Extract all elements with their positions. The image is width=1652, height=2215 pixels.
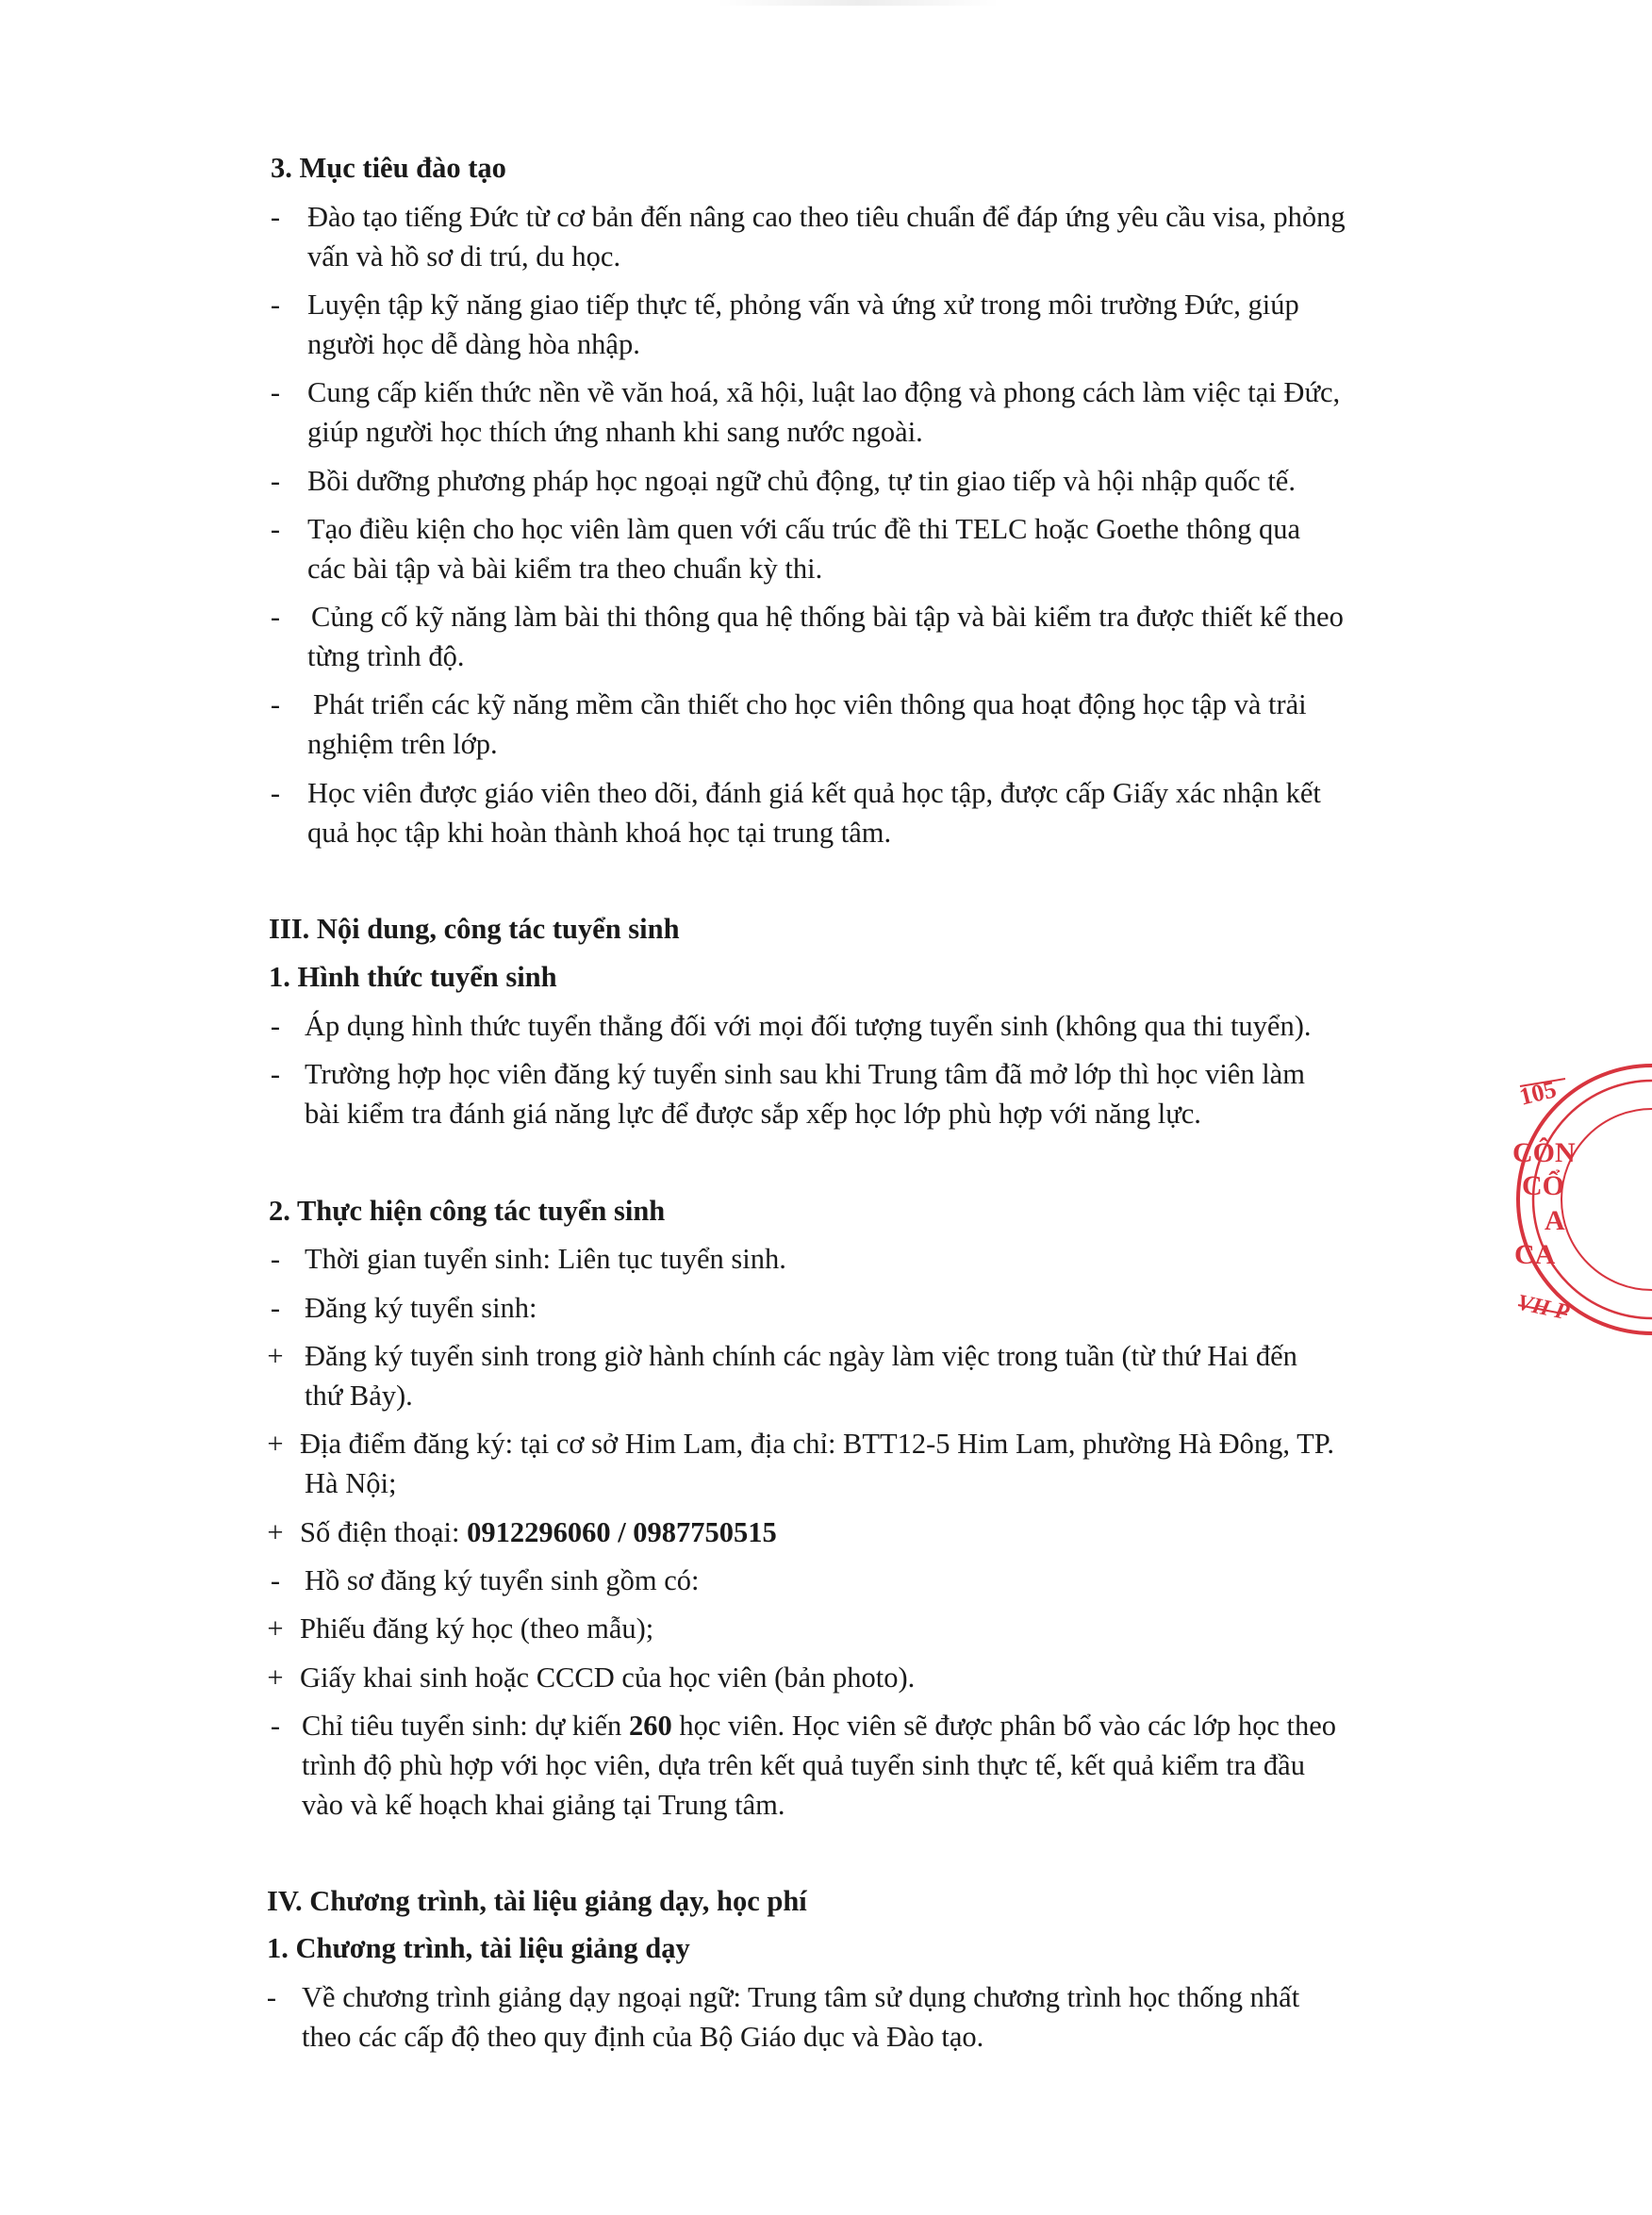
- phone-numbers: 0912296060 / 0987750515: [467, 1516, 777, 1548]
- paragraph-line: Thời gian tuyển sinh: Liên tục tuyển sinh.: [305, 1243, 786, 1275]
- paragraph-line: Giấy khai sinh hoặc CCCD của học viên (bản photo).: [300, 1661, 916, 1694]
- quota-label: Chỉ tiêu tuyển sinh: dự kiến: [302, 1710, 629, 1742]
- section-title: IV. Chương trình, tài liệu giảng dạy, học phí: [267, 1885, 807, 1917]
- bullet-dash: -: [270, 1010, 281, 1042]
- phone-label: Số điện thoại:: [300, 1516, 468, 1548]
- bullet-dash: -: [270, 1058, 281, 1090]
- paragraph-line: từng trình độ.: [307, 640, 465, 672]
- phone-line: [300, 1513, 777, 1551]
- paragraph-line: nghiệm trên lớp.: [307, 728, 498, 760]
- paragraph-line: Đăng ký tuyển sinh trong giờ hành chính các ngày làm việc trong tuần (từ thứ Hai đến: [305, 1340, 1297, 1372]
- paragraph-line: Hồ sơ đăng ký tuyển sinh gồm có:: [305, 1564, 700, 1596]
- bullet-plus: +: [267, 1516, 284, 1548]
- bullet-dash: -: [270, 465, 281, 497]
- paragraph-line: Phát triển các kỹ năng mềm cần thiết cho học viên thông qua hoạt động học tập và trải: [313, 688, 1307, 720]
- bullet-plus: +: [267, 1661, 284, 1694]
- quota-number: 260: [628, 1710, 672, 1742]
- paragraph-line: người học dễ dàng hòa nhập.: [307, 328, 640, 360]
- stamp-text: CA: [1514, 1239, 1556, 1270]
- bullet-dash: -: [270, 1292, 281, 1324]
- paragraph-line: Bồi dưỡng phương pháp học ngoại ngữ chủ động, tự tin giao tiếp và hội nhập quốc tế.: [307, 465, 1296, 497]
- subsection-title: 1. Chương trình, tài liệu giảng dạy: [267, 1932, 690, 1964]
- paragraph-line: thứ Bảy).: [305, 1380, 413, 1412]
- paragraph-line: vấn và hồ sơ di trú, du học.: [307, 240, 621, 273]
- scan-artifact: [717, 0, 999, 6]
- paragraph-line: Đăng ký tuyển sinh:: [305, 1292, 537, 1324]
- paragraph-line: Áp dụng hình thức tuyển thẳng đối với mọi đối tượng tuyển sinh (không qua thi tuyển).: [305, 1010, 1312, 1042]
- bullet-dash: -: [270, 201, 281, 233]
- bullet-dash: -: [266, 1981, 277, 2013]
- bullet-plus: +: [267, 1428, 284, 1460]
- paragraph-line: các bài tập và bài kiểm tra theo chuẩn kỳ thi.: [307, 553, 823, 585]
- paragraph-line: Địa điểm đăng ký: tại cơ sở Him Lam, địa chỉ: BTT12-5 Him Lam, phường Hà Đông, TP.: [300, 1428, 1334, 1460]
- paragraph-line: Phiếu đăng ký học (theo mẫu);: [300, 1612, 654, 1645]
- paragraph-line: giúp người học thích ứng nhanh khi sang nước ngoài.: [307, 416, 923, 448]
- paragraph-line: bài kiểm tra đánh giá năng lực để được sắp xếp học lớp phù hợp với năng lực.: [305, 1098, 1201, 1130]
- stamp-text: CỔ: [1522, 1170, 1564, 1201]
- quota-line: [302, 1707, 1336, 1744]
- stamp-text: 105: [1516, 1075, 1560, 1111]
- bullet-plus: +: [267, 1612, 284, 1645]
- bullet-dash: -: [270, 1564, 281, 1596]
- subsection-title: 2. Thực hiện công tác tuyển sinh: [269, 1195, 666, 1227]
- stamp-text: VH P: [1514, 1290, 1572, 1326]
- paragraph-line: vào và kế hoạch khai giảng tại Trung tâm.: [302, 1789, 785, 1821]
- stamp-text: A: [1545, 1205, 1565, 1236]
- paragraph-line: Củng cố kỹ năng làm bài thi thông qua hệ thống bài tập và bài kiểm tra được thiết kế theo: [311, 601, 1344, 633]
- stamp-text: CÔN: [1512, 1137, 1576, 1168]
- section-title: 3. Mục tiêu đào tạo: [271, 152, 506, 184]
- paragraph-line: trình độ phù hợp với học viên, dựa trên kết quả tuyển sinh thực tế, kết quả kiểm tra đầu: [302, 1749, 1305, 1781]
- paragraph-line: Tạo điều kiện cho học viên làm quen với cấu trúc đề thi TELC hoặc Goethe thông qua: [307, 513, 1301, 545]
- paragraph-line: Học viên được giáo viên theo dõi, đánh giá kết quả học tập, được cấp Giấy xác nhận kết: [307, 777, 1321, 809]
- paragraph-line: theo các cấp độ theo quy định của Bộ Giáo dục và Đào tạo.: [302, 2021, 984, 2053]
- paragraph-line: quả học tập khi hoàn thành khoá học tại trung tâm.: [307, 817, 892, 849]
- bullet-dash: -: [270, 1243, 281, 1275]
- paragraph-line: Về chương trình giảng dạy ngoại ngữ: Trung tâm sử dụng chương trình học thống nhất: [302, 1981, 1300, 2013]
- bullet-plus: +: [267, 1340, 284, 1372]
- subsection-title: 1. Hình thức tuyển sinh: [269, 961, 557, 993]
- bullet-dash: -: [270, 777, 281, 809]
- bullet-dash: -: [270, 513, 281, 545]
- bullet-dash: -: [270, 376, 281, 408]
- paragraph-line: Hà Nội;: [305, 1467, 397, 1499]
- bullet-dash: -: [270, 289, 281, 321]
- paragraph-line: Trường hợp học viên đăng ký tuyển sinh sau khi Trung tâm đã mở lớp thì học viên làm: [305, 1058, 1305, 1090]
- section-title: III. Nội dung, công tác tuyển sinh: [269, 913, 680, 945]
- bullet-dash: -: [270, 601, 281, 633]
- quota-rest: học viên. Học viên sẽ được phân bổ vào các lớp học theo: [671, 1710, 1337, 1742]
- bullet-dash: -: [270, 688, 281, 720]
- bullet-dash: -: [270, 1710, 281, 1742]
- paragraph-line: Luyện tập kỹ năng giao tiếp thực tế, phỏng vấn và ứng xử trong môi trường Đức, giúp: [307, 289, 1299, 321]
- paragraph-line: Cung cấp kiến thức nền về văn hoá, xã hội, luật lao động và phong cách làm việc tại Đức,: [307, 376, 1341, 408]
- paragraph-line: Đào tạo tiếng Đức từ cơ bản đến nâng cao theo tiêu chuẩn để đáp ứng yêu cầu visa, phỏng: [307, 201, 1346, 233]
- official-stamp: [1501, 1058, 1652, 1341]
